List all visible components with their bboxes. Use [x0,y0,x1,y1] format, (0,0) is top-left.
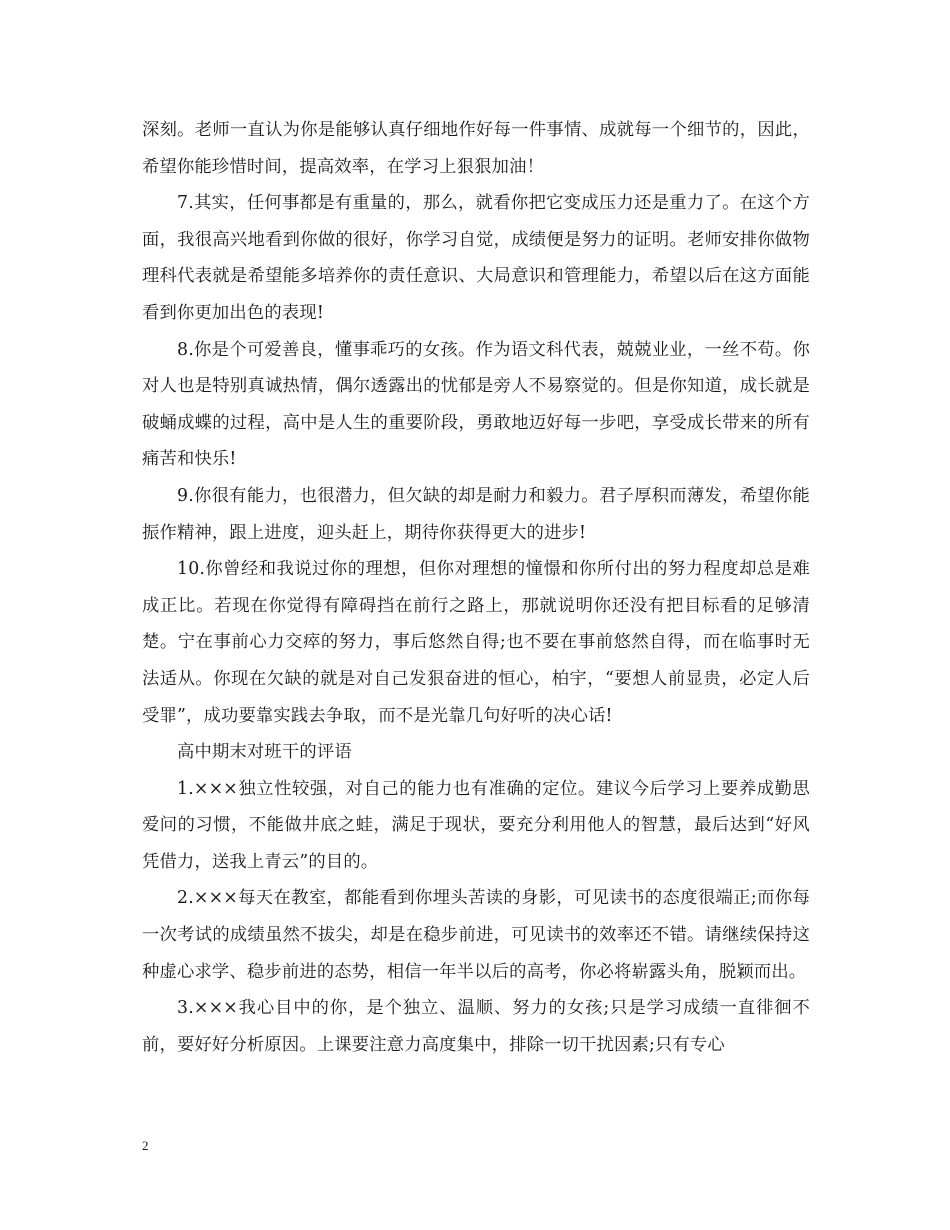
paragraph-cadre-comment-2: 2.×××每天在教室，都能看到你埋头苦读的身影，可见读书的态度很端正;而你每一次考试的成绩虽然不拔尖，却是在稳步前进，可见读书的效率还不错。请继续保持这种虚心求学、稳步前进的态势，相信一年半以后的高考，你必将崭露头角，脱颖而出。 [142,888,810,982]
paragraph-comment-7: 7.其实，任何事都是有重量的，那么，就看你把它变成压力还是重力了。在这个方面，我很高兴地看到你做的很好，你学习自觉，成绩便是努力的证明。老师安排你做物理科代表就是希望能多培养你的责任意识、大局意识和管理能力，希望以后在这方面能看到你更加出色的表现! [142,193,810,323]
paragraph-cadre-comment-1: 1.×××独立性较强，对自己的能力也有准确的定位。建议今后学习上要养成勤思爱问的习惯，不能做井底之蛙，满足于现状，要充分利用他人的智慧，最后达到“好风凭借力，送我上青云”的目的。 [142,778,810,872]
document-body [142,112,810,1063]
paragraph-comment-8: 8.你是个可爱善良，懂事乖巧的女孩。作为语文科代表，兢兢业业，一丝不苟。你对人也是特别真诚热情，偶尔透露出的忧郁是旁人不易察觉的。但是你知道，成长就是破蛹成蝶的过程，高中是人生的重要阶段，勇敢地迈好每一步吧，享受成长带来的所有痛苦和快乐! [142,339,810,470]
paragraph-comment-10: 10.你曾经和我说过你的理想，但你对理想的憧憬和你所付出的努力程度却总是难成正比。若现在你觉得有障碍挡在前行之路上，那就说明你还没有把目标看的足够清楚。宁在事前心力交瘁的努力，事后悠然自得;也不要在事前悠然自得，而在临事时无法适从。你现在欠缺的就是对自己发狠奋进的恒心，柏宇，“要想人前显贵，必定人后受罪”，成功要靠实践去争取，而不是光靠几句好听的决心话! [142,559,810,726]
page-number: 2 [142,1138,149,1153]
paragraph-comment-9: 9.你很有能力，也很潜力，但欠缺的却是耐力和毅力。君子厚积而薄发，希望你能振作精神，跟上进度，迎头赶上，期待你获得更大的进步! [142,485,810,543]
paragraph-continuation: 深刻。老师一直认为你是能够认真仔细地作好每一件事情、成就每一个细节的，因此，希望你能珍惜时间，提高效率，在学习上狠狠加油！ [142,120,810,177]
paragraph-cadre-comment-3: 3.×××我心目中的你，是个独立、温顺、努力的女孩;只是学习成绩一直徘徊不前，要好好分析原因。上课要注意力高度集中，排除一切干扰因素;只有专心 [142,998,810,1055]
section-heading: 高中期末对班干的评语 [177,742,352,763]
